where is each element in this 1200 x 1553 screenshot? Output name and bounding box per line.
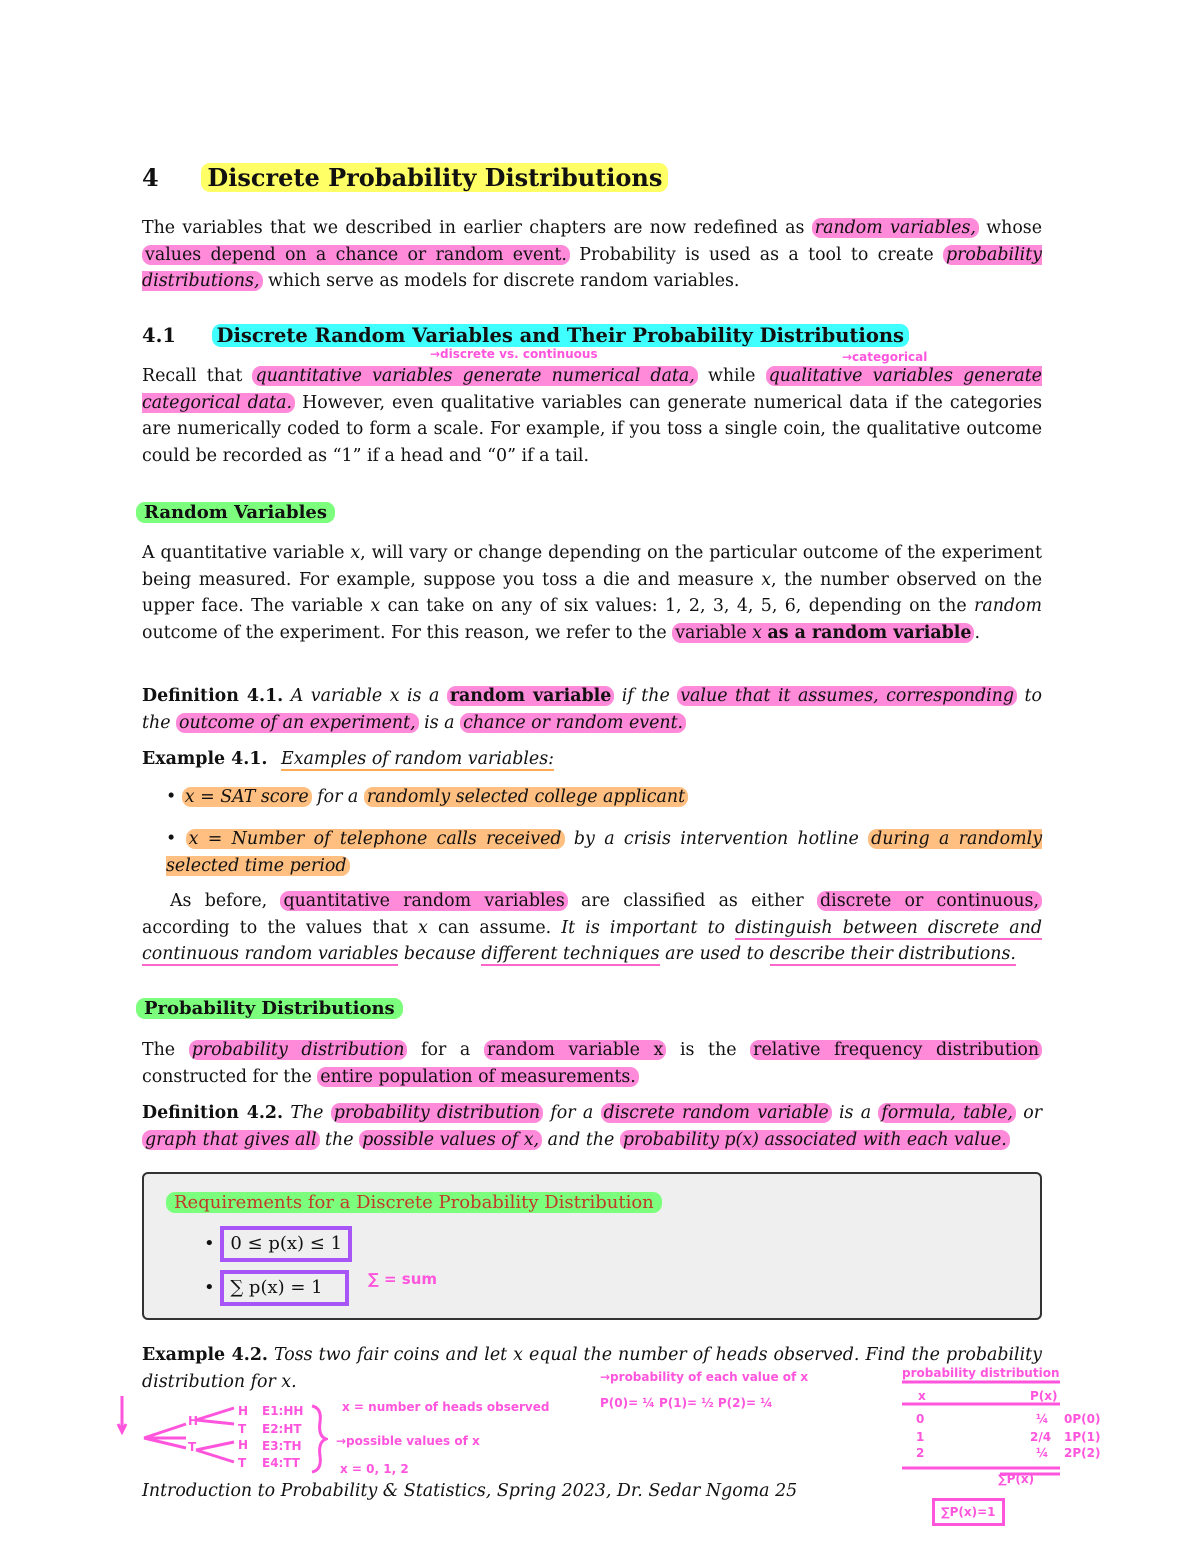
- note-discrete-vs-continuous: →discrete vs. continuous: [430, 347, 598, 361]
- table-sum-boxed: ∑P(x)=1: [932, 1498, 1005, 1526]
- ex41-label: Example 4.1.: [142, 749, 268, 769]
- def41-highlight-outcome: outcome of an experiment,: [176, 713, 419, 733]
- def41-highlight-value: value that it assumes, corresponding: [677, 686, 1017, 706]
- ex41-b2-var: x = Number of telephone calls received: [186, 829, 565, 849]
- ex42-label: Example 4.2.: [142, 1345, 268, 1365]
- requirement-2: [204, 1270, 349, 1306]
- note-categorical: →categorical: [842, 350, 928, 364]
- bullet-dot: •: [204, 1277, 215, 1298]
- rv-random: random: [974, 596, 1043, 617]
- pd-heading-text: Probability Distributions: [136, 998, 403, 1019]
- s41-text-3: However, even qualitative variables can generate numerical data if the categories are numerically coded to form a scale. For example, if you toss a single coin, the qualitative outcome could be recorded as “1” if a head and “0” if a tail.: [142, 392, 1042, 466]
- intro-text-1: The variables that we described in earlier chapters are now redefined as: [142, 218, 805, 238]
- s41-text-1: Recall that: [142, 366, 243, 386]
- def41-text-2: is a: [406, 686, 440, 706]
- rv-end: .: [974, 622, 980, 643]
- requirements-title-text: Requirements for a Discrete Probability Distribution: [166, 1192, 662, 1213]
- note-possible-values: →possible values of x: [336, 1434, 480, 1448]
- ex41-b2-period: during a randomly selected time period: [166, 829, 1043, 876]
- ex41-b1-sample: randomly selected college applicant: [364, 787, 688, 807]
- cls-italic-3: are used to: [665, 944, 765, 965]
- cls-italic-1: It is important to: [561, 917, 726, 938]
- intro-text-3: Probability is used as a tool to create: [579, 244, 934, 265]
- section-4-1-paragraph: [142, 363, 1042, 469]
- chapter-heading: [142, 162, 668, 194]
- rv-text-3: , the number observed on the upper face. The variable: [142, 569, 1043, 617]
- s41-text-2: while: [707, 366, 756, 386]
- table-sum: ∑P(x): [998, 1472, 1035, 1486]
- pd-highlight-2: random variable x: [484, 1040, 666, 1060]
- ex41-b1-for: for a: [317, 787, 359, 807]
- table-row-0-x: 0: [916, 1412, 925, 1426]
- rv-hl-variable: variable: [675, 622, 747, 643]
- def41-x: x: [389, 686, 400, 706]
- def41-text-5: is a: [424, 712, 455, 733]
- example-4-1: [142, 746, 1042, 773]
- section-4-1-heading: [142, 322, 909, 350]
- def41-text-3: if the: [621, 686, 670, 706]
- table-row-1-p: 2/4: [1030, 1430, 1052, 1444]
- table-head-px: P(x): [1030, 1389, 1058, 1403]
- section-number: 4.1: [142, 324, 176, 347]
- table-row-0-p: ¼: [1036, 1412, 1049, 1426]
- cls-text-1: As before,: [170, 891, 268, 911]
- section-title: Discrete Random Variables and Their Probability Distributions: [212, 324, 909, 347]
- probability-distributions-heading: [136, 996, 403, 1022]
- note-x-values: x = 0, 1, 2: [340, 1462, 409, 1476]
- tree-node-h3: H: [238, 1438, 249, 1452]
- note-x-definition: x = number of heads observed: [342, 1400, 550, 1414]
- rv-text-2: , will vary or change depending on the particular outcome of the experiment being measured. For example, suppose you toss a die and measure: [142, 543, 1042, 590]
- note-probabilities: P(0)= ¼ P(1)= ½ P(2)= ¼: [600, 1396, 773, 1410]
- intro-highlight-values: values depend on a chance or random event.: [142, 245, 570, 265]
- pd-text-2: for a: [421, 1040, 471, 1060]
- pd-highlight-1: probability distribution: [189, 1040, 408, 1060]
- def41-label: Definition 4.1.: [142, 686, 284, 706]
- bullet-dot: •: [166, 787, 177, 807]
- rv-text-4: can take on any of six values: 1, 2, 3, 4, 5, 6, depending on the: [387, 596, 967, 617]
- def41-text-4: to the: [142, 686, 1042, 733]
- cls-x: x: [418, 917, 428, 938]
- table-row-2-p: ¼: [1036, 1446, 1049, 1460]
- def42-label: Definition 4.2.: [142, 1103, 284, 1123]
- def42-text-2: for a: [550, 1103, 594, 1123]
- pd-highlight-3: relative frequency distribution: [750, 1040, 1042, 1060]
- requirement-1: [204, 1226, 352, 1262]
- note-prob-each-value: →probability of each value of x: [600, 1370, 809, 1384]
- bullet-dot: •: [166, 829, 177, 849]
- chapter-number: 4: [142, 163, 159, 192]
- intro-text-2: whose: [986, 218, 1043, 238]
- outcome-e3: E3:TH: [262, 1439, 302, 1453]
- def41-highlight-random-variable: random variable: [447, 686, 614, 706]
- chapter-title: Discrete Probability Distributions: [201, 163, 668, 192]
- pd-text-4: constructed for the: [142, 1066, 312, 1087]
- def42-highlight-6: probability p(x) associated with each value.: [620, 1130, 1010, 1150]
- requirements-box: [142, 1172, 1042, 1320]
- intro-highlight-prob-dist: probability distributions,: [142, 244, 1043, 292]
- pd-text-1: The: [142, 1040, 176, 1060]
- brace-mark: [308, 1404, 328, 1474]
- probability-distributions-paragraph: [142, 1037, 1042, 1090]
- outcome-e2: E2:HT: [262, 1422, 302, 1436]
- rv-x: x: [752, 622, 762, 643]
- intro-highlight-random-variables: random variables,: [812, 218, 979, 238]
- page-footer: [142, 1478, 797, 1504]
- def41-text-1: A variable: [290, 686, 383, 706]
- def42-highlight-1: probability distribution: [331, 1103, 543, 1123]
- definition-4-2: [142, 1100, 1042, 1153]
- requirement-1-formula: 0 ≤ p(x) ≤ 1: [220, 1226, 352, 1262]
- def42-highlight-4: graph that gives all: [142, 1130, 320, 1150]
- rv-x: x: [350, 543, 361, 563]
- ex41-bullet-1: [166, 784, 1042, 811]
- table-row-2-xp: 2P(2): [1064, 1446, 1101, 1460]
- tree-node-t3: T: [238, 1456, 247, 1470]
- rv-x: x: [761, 569, 772, 590]
- rv-highlight-random-variable: [672, 623, 974, 643]
- def42-text-5: the: [325, 1129, 354, 1150]
- cls-italic-2: because: [403, 944, 476, 965]
- def42-highlight-3: formula, table,: [878, 1103, 1016, 1123]
- requirements-title: [166, 1190, 662, 1216]
- s41-highlight-qualitative: qualitative variables generate categorical data.: [142, 366, 1042, 413]
- random-variables-heading: [136, 500, 335, 526]
- cls-text-4: can assume.: [437, 917, 552, 938]
- cls-underline-3: describe their distributions.: [769, 944, 1016, 965]
- table-title: probability distribution: [902, 1366, 1060, 1380]
- random-variables-paragraph: [142, 540, 1042, 646]
- ex41-title: Examples of random variables:: [281, 749, 554, 769]
- ex41-b2-by: by a crisis intervention hotline: [573, 829, 859, 849]
- rv-x: x: [370, 596, 381, 617]
- tree-node-t2: T: [238, 1422, 247, 1436]
- def42-highlight-2: discrete random variable: [601, 1103, 832, 1123]
- def42-text-1: The: [290, 1103, 324, 1123]
- table-row-1-x: 1: [916, 1430, 925, 1444]
- pd-highlight-4: entire population of measurements.: [317, 1067, 639, 1087]
- rv-hl-as-random: as a random variable: [767, 622, 972, 643]
- table-row-2-x: 2: [916, 1446, 925, 1460]
- intro-text-4: which serve as models for discrete random variables.: [268, 271, 740, 292]
- cls-highlight-disc-cont: discrete or continuous,: [817, 891, 1042, 911]
- cls-highlight-quant: quantitative random variables: [280, 891, 567, 911]
- intro-paragraph: [142, 215, 1042, 295]
- definition-4-1: [142, 683, 1042, 736]
- cls-text-3: according to the values that: [142, 917, 408, 938]
- table-row-1-xp: 1P(1): [1064, 1430, 1101, 1444]
- def41-highlight-chance: chance or random event.: [460, 713, 686, 733]
- ex41-b1-var: x = SAT score: [182, 787, 312, 807]
- outcome-e1: E1:HH: [262, 1404, 304, 1418]
- tree-node-h1: H: [188, 1414, 199, 1428]
- bullet-dot: •: [204, 1233, 215, 1254]
- requirement-2-formula: ∑ p(x) = 1: [220, 1270, 348, 1306]
- def42-highlight-5: possible values of x,: [359, 1130, 542, 1150]
- cls-text-2: are classified as either: [581, 891, 804, 911]
- footer-text: Introduction to Probability & Statistics, Spring 2023, Dr. Sedar Ngoma 25: [142, 1481, 798, 1501]
- def42-text-3: is a: [839, 1103, 872, 1123]
- rv-text-1: A quantitative variable: [142, 543, 345, 563]
- note-sum: ∑ = sum: [368, 1270, 438, 1288]
- pd-text-3: is the: [679, 1040, 737, 1060]
- cls-underline-1: distinguish between discrete and continuous random variables: [142, 917, 1042, 965]
- outcome-e4: E4:TT: [262, 1456, 300, 1470]
- rv-text-5: outcome of the experiment. For this reason, we refer to the: [142, 622, 667, 643]
- ex42-text: Toss two fair coins and let x equal the number of heads observed. Find the probability distribution for x.: [142, 1345, 1042, 1392]
- cls-underline-2: different techniques: [481, 944, 660, 965]
- s41-highlight-quantitative: quantitative variables generate numerical data,: [252, 366, 697, 386]
- table-head-x: x: [918, 1389, 926, 1403]
- def42-text-6: and the: [547, 1129, 615, 1150]
- classification-paragraph: [142, 888, 1042, 968]
- table-row-0-xp: 0P(0): [1064, 1412, 1101, 1426]
- ex41-bullet-2: [166, 826, 1042, 879]
- def42-text-4: or: [1023, 1103, 1043, 1123]
- tree-node-h2: H: [238, 1404, 249, 1418]
- rv-heading-text: Random Variables: [136, 502, 335, 523]
- tree-node-t1: T: [188, 1440, 197, 1454]
